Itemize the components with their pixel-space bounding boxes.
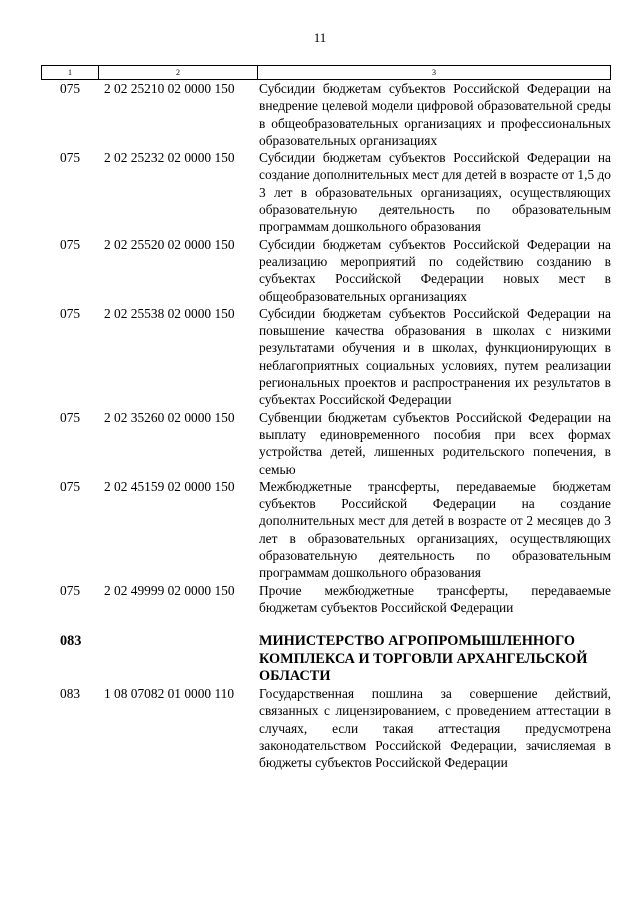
description: Субвенции бюджетам субъектов Российской Федерации на выплату единовременного пособия при всех формах устройства детей, лишенных родительского попечения, в семью	[259, 409, 611, 477]
table-row	[41, 478, 611, 582]
table-row	[41, 685, 611, 771]
admin-code: 075	[60, 409, 81, 425]
header-col-1: 1	[42, 66, 99, 79]
admin-code: 075	[60, 150, 81, 166]
admin-code: 075	[60, 582, 81, 598]
admin-code: 083	[60, 686, 81, 702]
kbk-code: 2 02 25538 02 0000 150	[104, 305, 235, 321]
table-row	[41, 80, 611, 149]
description: Субсидии бюджетам субъектов Российской Федерации на повышение качества образования в школах с низкими результатами обучения и в школах, функционирующих в неблагоприятных социальных условиях, путем реализации региональных проектов и распространения их результатов в субъектах Российской Федерации	[259, 305, 611, 408]
description: Государственная пошлина за совершение действий, связанных с лицензированием, с проведением аттестации в случаях, если такая аттестация предусмотрена законодательством Российской Федерации, зачисляемая в бюджеты субъектов Российской Федерации	[259, 686, 611, 771]
admin-code: 075	[60, 305, 81, 321]
admin-code: 075	[60, 81, 81, 96]
header-col-2: 2	[99, 66, 258, 79]
admin-code: 075	[60, 236, 81, 252]
kbk-code: 1 08 07082 01 0000 110	[104, 686, 235, 702]
table-row	[41, 409, 611, 478]
kbk-code: 2 02 49999 02 0000 150	[104, 582, 235, 598]
table-body	[41, 80, 611, 772]
description: Межбюджетные трансферты, передаваемые бюджетам субъектов Российской Федерации на создание дополнительных мест для детей в возрасте от 2 месяцев до 3 лет в образовательных организациях, осуществляющих образовательную деятельность по образовательным программам дошкольного образования	[259, 478, 611, 581]
ministry-heading-row	[41, 633, 611, 685]
table-row	[41, 305, 611, 409]
table-header	[41, 65, 611, 80]
description: Субсидии бюджетам субъектов Российской Федерации на создание дополнительных мест для детей в возрасте от 1,5 до 3 лет в образовательных организациях, осуществляющих образовательную деятельность по образовательным программам дошкольного образования	[259, 150, 611, 235]
table-row	[41, 582, 611, 617]
table-row	[41, 149, 611, 235]
ministry-name: МИНИСТЕРСТВО АГРОПРОМЫШЛЕННОГО КОМПЛЕКСА И ТОРГОВЛИ АРХАНГЕЛЬСКОЙ ОБЛАСТИ	[259, 633, 588, 684]
kbk-code: 2 02 45159 02 0000 150	[104, 478, 235, 494]
kbk-code: 2 02 25520 02 0000 150	[104, 236, 235, 252]
kbk-code: 2 02 25232 02 0000 150	[104, 150, 235, 166]
kbk-code: 2 02 35260 02 0000 150	[104, 409, 235, 425]
description: Прочие межбюджетные трансферты, передаваемые бюджетам субъектов Российской Федерации	[259, 582, 611, 615]
description: Субсидии бюджетам субъектов Российской Федерации на внедрение целевой модели цифровой образовательной среды в общеобразовательных организациях и профессиональных образовательных организациях	[259, 81, 611, 148]
page-number: 11	[313, 30, 327, 45]
ministry-code: 083	[60, 633, 82, 650]
header-col-3: 3	[432, 68, 436, 77]
admin-code: 075	[60, 478, 81, 494]
kbk-code: 2 02 25210 02 0000 150	[104, 81, 235, 96]
table-row	[41, 236, 611, 305]
description: Субсидии бюджетам субъектов Российской Федерации на реализацию мероприятий по содействию созданию в субъектах Российской Федерации новых мест в общеобразовательных организациях	[259, 236, 611, 304]
